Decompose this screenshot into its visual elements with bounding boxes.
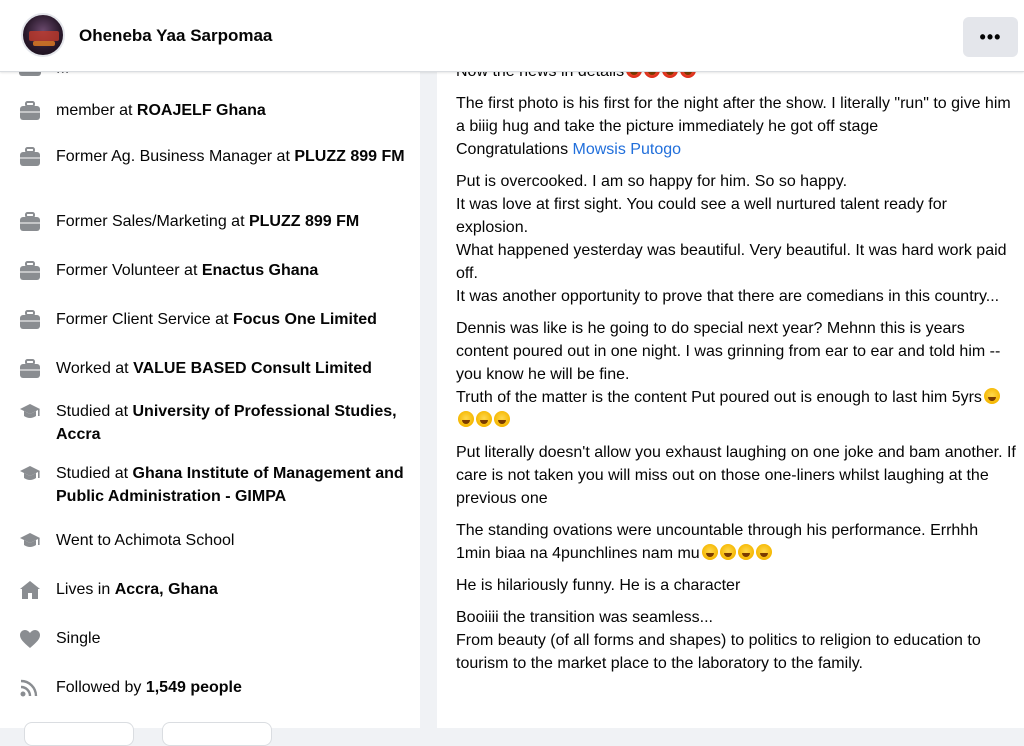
intro-panel: [0, 72, 420, 728]
intro-item-text: member at ROAJELF Ghana: [56, 102, 266, 119]
intro-item-link[interactable]: Accra, Ghana: [114, 581, 218, 598]
intro-item-text: Former Client Service at Focus One Limited: [56, 311, 377, 328]
post-panel: [437, 72, 1024, 728]
post-paragraph: He is hilariously funny. He is a character: [456, 577, 741, 594]
profile-header: [0, 0, 1024, 72]
briefcase-icon: [18, 308, 42, 332]
post-paragraph: The standing ovations were uncountable through his performance. Errhhh 1min biaa na 4punchlines nam mu: [456, 522, 979, 562]
intro-item-link[interactable]: Ghana Institute of Management and Public Administration - GIMPA: [56, 465, 404, 505]
post-paragraph: Booiiii the transition was seamless... From beauty (of all forms and shapes) to politics to religion to education to tourism to the market place to the laboratory to the family.: [456, 609, 981, 672]
home-icon: [18, 578, 42, 602]
briefcase-icon: [18, 99, 42, 123]
intro-item-link[interactable]: PLUZZ 899 FM: [294, 148, 405, 165]
intro-item-text: Studied at University of Professional Studies, Accra: [56, 403, 397, 443]
briefcase-icon: [18, 145, 42, 169]
heart-icon: [18, 627, 42, 651]
rss-icon: [18, 676, 42, 700]
post-paragraph: Put is overcooked. I am so happy for him. So so happy. It was love at first sight. You could see a well nurtured talent ready for explosion. What happened yesterday was beautiful. Very beautiful. It was hard work paid off. It was another opportunity to prove that there are comedians in this country...: [456, 173, 1007, 305]
profile-name[interactable]: Oheneba Yaa Sarpomaa: [79, 26, 273, 45]
intro-button[interactable]: [162, 722, 272, 746]
mention-link[interactable]: Mowsis Putogo: [572, 141, 682, 158]
briefcase-icon: [18, 357, 42, 381]
intro-item-link[interactable]: PLUZZ 899 FM: [248, 213, 360, 230]
more-options-button[interactable]: •••: [963, 17, 1018, 57]
briefcase-icon: [18, 259, 42, 283]
intro-item-text: Followed by 1,549 people: [56, 679, 242, 696]
intro-item-text: Former Sales/Marketing at PLUZZ 899 FM: [56, 213, 360, 230]
post-paragraph: The first photo is his first for the night after the show. I literally "run" to give him a biiig hug and take the picture immediately he got off stage Congratulations Mowsis Putogo: [456, 95, 1011, 158]
intro-item-text: Went to Achimota School: [56, 532, 235, 549]
intro-item-text: Former Ag. Business Manager at PLUZZ 899 FM: [56, 148, 405, 165]
graduation-cap-icon: [18, 529, 42, 553]
intro-item-link[interactable]: University of Professional Studies, Accra: [56, 403, 397, 443]
intro-item-link[interactable]: ROAJELF Ghana: [136, 102, 266, 119]
graduation-cap-icon: [18, 400, 42, 424]
intro-item-text: Studied at Ghana Institute of Management and Public Administration - GIMPA: [56, 465, 404, 505]
profile-avatar[interactable]: [21, 13, 65, 57]
briefcase-icon: [18, 210, 42, 234]
intro-button[interactable]: [24, 722, 134, 746]
intro-item-link[interactable]: VALUE BASED Consult Limited: [133, 360, 372, 377]
intro-item-text: Worked at VALUE BASED Consult Limited: [56, 360, 372, 377]
intro-item-link[interactable]: 1,549 people: [145, 679, 242, 696]
intro-item-text: Single: [56, 630, 101, 647]
intro-item-link[interactable]: Enactus Ghana: [201, 262, 319, 279]
intro-item-link[interactable]: Focus One Limited: [232, 311, 377, 328]
intro-item-text: Lives in Accra, Ghana: [56, 581, 218, 598]
post-paragraph: Put literally doesn't allow you exhaust laughing on one joke and bam another. If care is not taken you will miss out on those one-liners whilst laughing at the previous one: [456, 444, 1016, 507]
graduation-cap-icon: [18, 462, 42, 486]
intro-item-text: Former Volunteer at Enactus Ghana: [56, 262, 319, 279]
post-body: [456, 72, 1016, 684]
post-paragraph: Dennis was like is he going to do special next year? Mehnn this is years content poured out in one night. I was grinning from ear to ear and told him -- you know he will be fine. Truth of the matter is the content Put poured out is enough to last him 5yrs: [456, 317, 1016, 432]
